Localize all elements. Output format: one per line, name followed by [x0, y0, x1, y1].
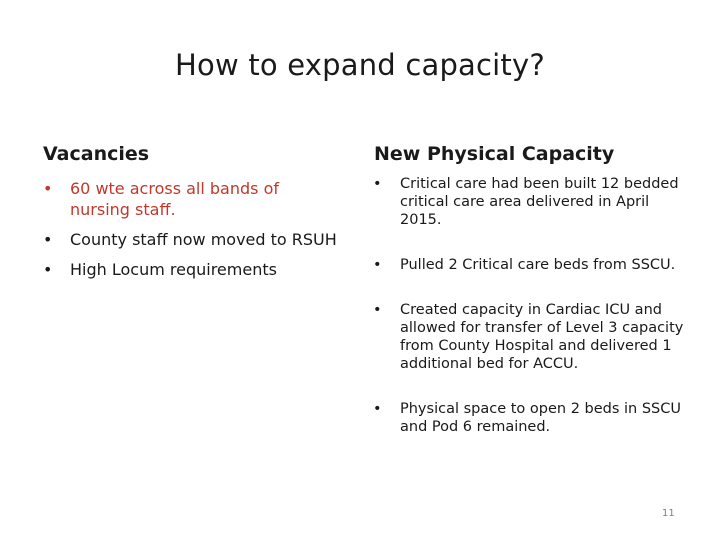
bullet-icon: •: [43, 260, 53, 279]
list-item-text: Physical space to open 2 beds in SSCU and Pod 6 remained.: [400, 401, 682, 435]
slide-title: How to expand capacity?: [175, 48, 545, 82]
list-item-text: 60 wte across all bands of nursing staff.: [70, 179, 279, 219]
list-item: [43, 178, 343, 220]
list-item: [43, 259, 343, 280]
bullet-icon: •: [43, 230, 53, 249]
bullet-icon: •: [373, 176, 382, 192]
list-item-text: Pulled 2 Critical care beds from SSCU.: [400, 257, 676, 273]
list-item: [373, 256, 688, 274]
list-item: [43, 229, 343, 250]
new-physical-capacity-list: [373, 175, 688, 436]
list-item-text: County staff now moved to RSUH: [70, 230, 337, 249]
vacancies-list: [43, 178, 343, 289]
list-item: [373, 400, 688, 436]
list-item-text: Created capacity in Cardiac ICU and allowed for transfer of Level 3 capacity from County Hospital and delivered 1 additional bed for ACCU.: [400, 302, 684, 372]
list-item-text: High Locum requirements: [70, 260, 277, 279]
bullet-icon: •: [373, 302, 382, 318]
bullet-icon: •: [373, 401, 382, 417]
list-item: [373, 175, 688, 229]
list-item: [373, 301, 688, 373]
vacancies-heading: Vacancies: [43, 143, 150, 165]
new-physical-capacity-heading: New Physical Capacity: [374, 143, 615, 165]
bullet-icon: •: [373, 257, 382, 273]
bullet-icon: •: [43, 179, 53, 198]
page-number: 11: [662, 508, 675, 519]
list-item-text: Critical care had been built 12 bedded critical care area delivered in April 2015.: [400, 176, 679, 228]
